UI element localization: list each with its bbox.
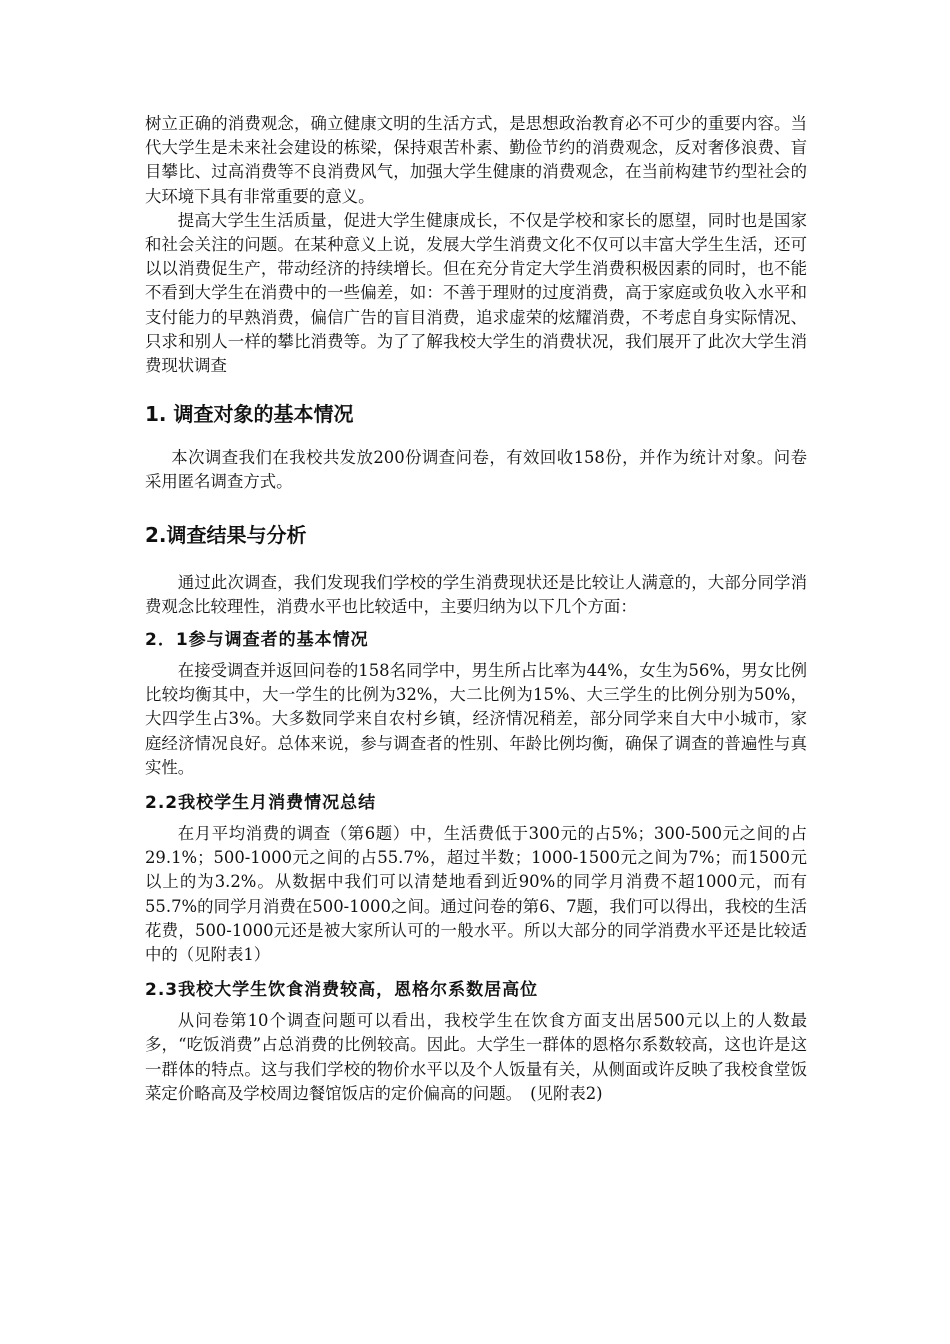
intro-paragraph-2: 提高大学生生活质量，促进大学生健康成长，不仅是学校和家长的愿望，同时也是国家和社会关注的问题。在某种意义上说，发展大学生消费文化不仅可以丰富大学生生活，还可以以消费促生产，带动经济的持续增长。但在充分肯定大学生消费积极因素的同时，也不能不看到大学生在消费中的一些偏差，如：不善于理财的过度消费，高于家庭或负收入水平和支付能力的早熟消费，偏信广告的盲目消费，追求虚荣的炫耀消费，不考虑自身实际情况、只求和别人一样的攀比消费等。为了了解我校大学生的消费状况，我们展开了此次大学生消费现状调查 (145, 210, 807, 376)
section-2-intro-paragraph: 通过此次调查，我们发现我们学校的学生消费现状还是比较让人满意的，大部分同学消费观念比较理性，消费水平也比较适中，主要归纳为以下几个方面： (145, 572, 807, 616)
intro-paragraph-1: 树立正确的消费观念，确立健康文明的生活方式，是思想政治教育必不可少的重要内容。当代大学生是未来社会建设的栋梁，保持艰苦朴素、勤俭节约的消费观念，反对奢侈浪费、盲目攀比、过高消费等不良消费风气，加强大学生健康的消费观念，在当前构建节约型社会的大环境下具有非常重要的意义。 (145, 114, 807, 206)
section-2-2-heading: 2.2我校学生月消费情况总结 (145, 793, 377, 814)
section-2-3-paragraph: 从问卷第10个调查问题可以看出，我校学生在饮食方面支出居500元以上的人数最多，“吃饭消费”占总消费的比例较高。因此。大学生一群体的恩格尔系数较高，这也许是这一群体的特点。这与我们学校的物价水平以及个人饭量有关，从侧面或许反映了我校食堂饭菜定价略高及学校周边餐馆饭店的定价偏高的问题。 (见附表2) (145, 1011, 807, 1103)
section-2-3-heading: 2.3我校大学生饮食消费较高，恩格尔系数居高位 (145, 980, 539, 1001)
section-2-heading: 2.调查结果与分析 (145, 522, 307, 547)
section-1-heading: 1. 调查对象的基本情况 (145, 402, 354, 427)
section-2-2-paragraph: 在月平均消费的调查（第6题）中，生活费低于300元的占5%；300-500元之间的占29.1%；500-1000元之间的占55.7%，超过半数；1000-1500元之间为7%；而1500元以上的为3.2%。从数据中我们可以清楚地看到近90%的同学月消费不超1000元，而有55.7%的同学月消费在500-1000之间。通过问卷的第6、7题，我们可以得出，我校的生活花费，500-1000元还是被大家所认可的一般水平。所以大部分的同学消费水平还是比较适中的（见附表1） (145, 824, 807, 965)
section-2-1-paragraph: 在接受调查并返回问卷的158名同学中，男生所占比率为44%，女生为56%，男女比例比较均衡其中，大一学生的比例为32%，大二比例为15%、大三学生的比例分别为50%，大四学生占3%。大多数同学来自农村乡镇，经济情况稍差，部分同学来自大中小城市，家庭经济情况良好。总体来说，参与调查者的性别、年龄比例均衡，确保了调查的普遍性与真实性。 (145, 661, 807, 777)
document-page (145, 112, 807, 1106)
section-1-paragraph: 本次调查我们在我校共发放200份调查问卷，有效回收158份，并作为统计对象。问卷采用匿名调查方式。 (145, 448, 807, 492)
section-2-1-heading: 2．1参与调查者的基本情况 (145, 630, 369, 651)
